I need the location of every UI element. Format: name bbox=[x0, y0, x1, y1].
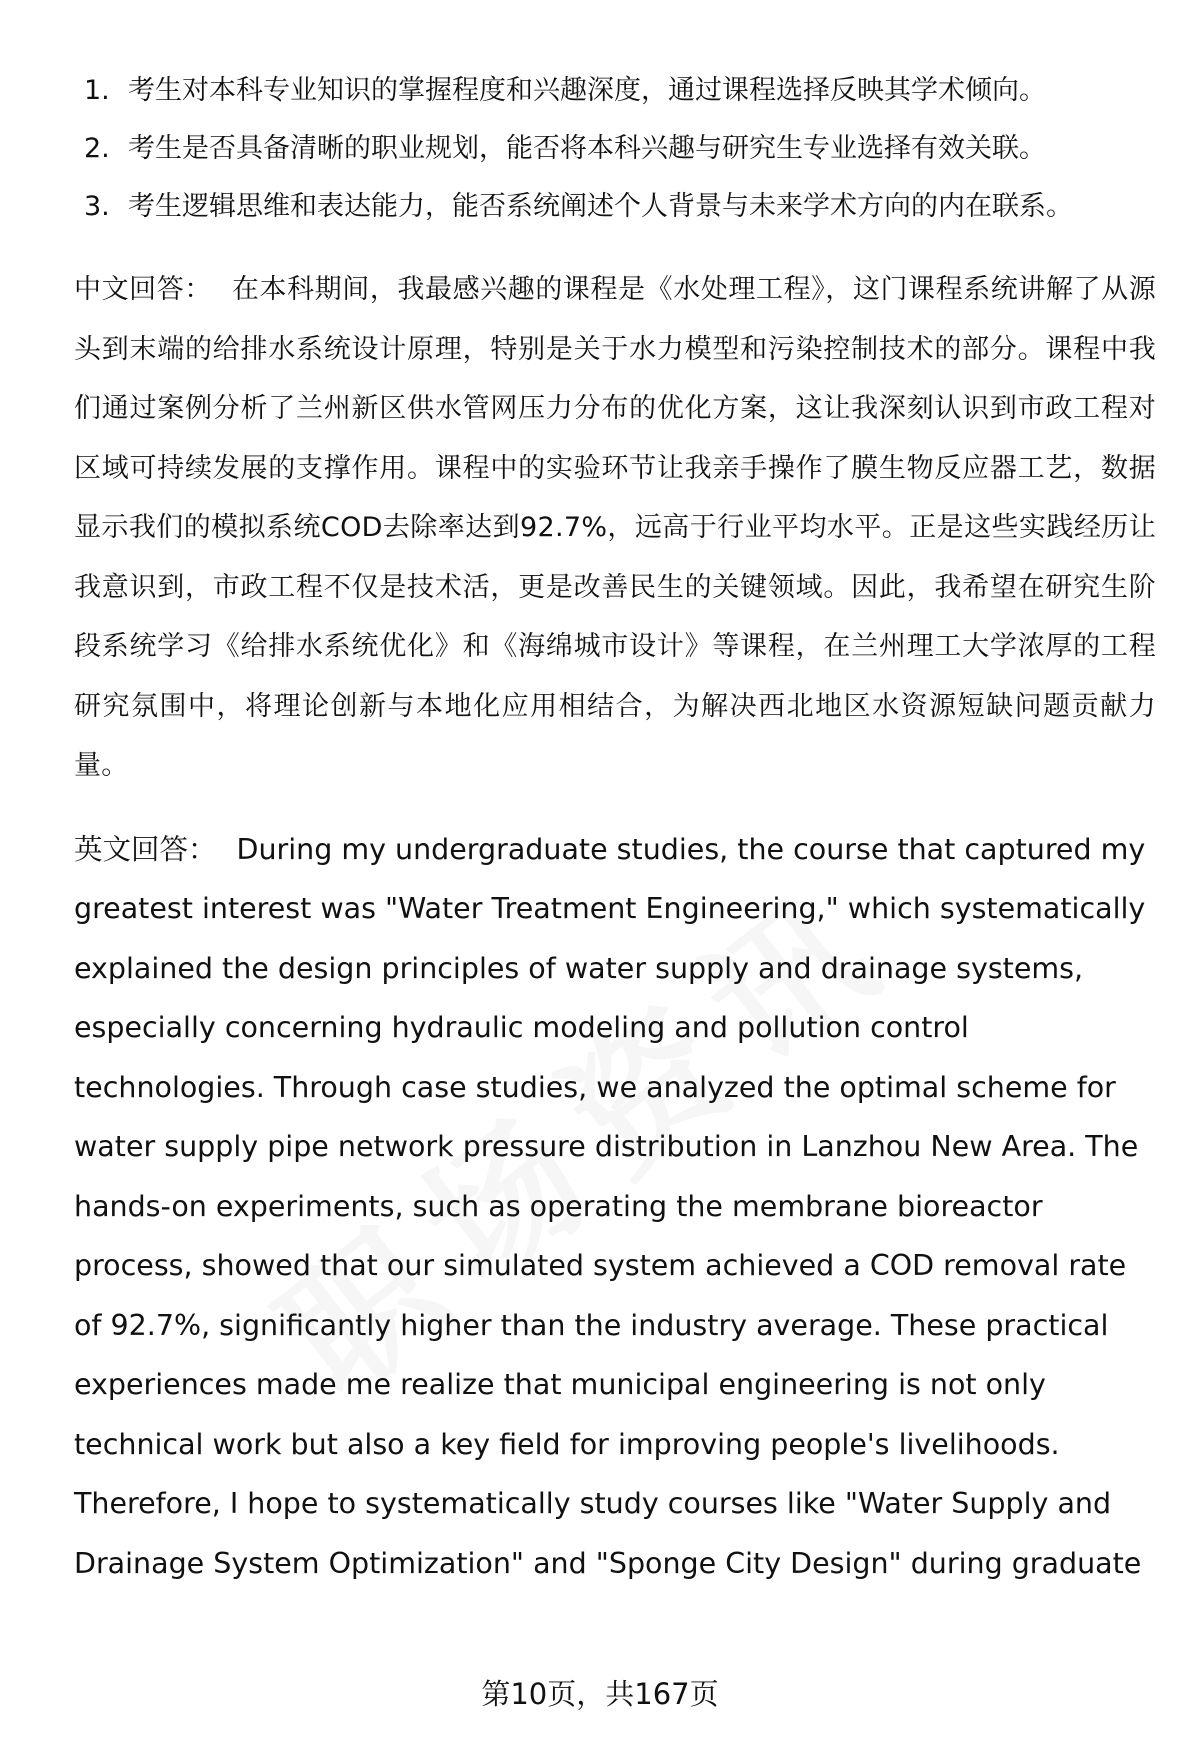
evaluation-criteria-list bbox=[74, 62, 1156, 236]
list-item-number: 3. bbox=[84, 191, 110, 222]
list-item-text: 考生逻辑思维和表达能力，能否系统阐述个人背景与未来学术方向的内在联系。 bbox=[128, 191, 1073, 222]
list-item-text: 考生是否具备清晰的职业规划，能否将本科兴趣与研究生专业选择有效关联。 bbox=[128, 133, 1046, 164]
english-answer-paragraph bbox=[74, 820, 1156, 1580]
english-answer-text: During my undergraduate studies, the course that captured my greatest interest was "Water Treatment Engineering," which systematically explained the design principles of water supply and drainage systems, especially concerning hydraulic modeling and pollution control technologies. Through case studies, we analyzed the optimal scheme for water supply pipe network pressure distribution in Lanzhou New Area. The hands-on experiments, such as operating the membrane bioreactor process, showed that our simulated system achieved a COD removal rate of 92.7%, significantly higher than the industry average. These practical experiences made me realize that municipal engineering is not only technical work but also a key field for improving people's livelihoods. Therefore, I hope to systematically study courses like "Water Supply and Drainage System Optimization" and "Sponge City Design" during graduate bbox=[74, 832, 1146, 1580]
english-answer-label: 英文回答： bbox=[74, 832, 217, 866]
chinese-answer-text: 在本科期间，我最感兴趣的课程是《水处理工程》，这门课程系统讲解了从源头到末端的给排水系统设计原理，特别是关于水力模型和污染控制技术的部分。课程中我们通过案例分析了兰州新区供水管网压力分布的优化方案，这让我深刻认识到市政工程对区域可持续发展的支撑作用。课程中的实验环节让我亲手操作了膜生物反应器工艺，数据显示我们的模拟系统COD去除率达到92.7%，远高于行业平均水平。正是这些实践经历让我意识到，市政工程不仅是技术活，更是改善民生的关键领域。因此，我希望在研究生阶段系统学习《给排水系统优化》和《海绵城市设计》等课程，在兰州理工大学浓厚的工程研究氛围中，将理论创新与本地化应用相结合，为解决西北地区水资源短缺问题贡献力量。 bbox=[74, 274, 1156, 781]
list-item bbox=[74, 178, 1156, 236]
chinese-answer-paragraph bbox=[74, 260, 1156, 796]
list-item-number: 1. bbox=[84, 75, 110, 106]
list-item-text: 考生对本科专业知识的掌握程度和兴趣深度，通过课程选择反映其学术倾向。 bbox=[128, 75, 1046, 106]
list-item-number: 2. bbox=[84, 133, 110, 164]
chinese-answer-label: 中文回答： bbox=[74, 274, 212, 305]
list-item bbox=[74, 62, 1156, 120]
list-item bbox=[74, 120, 1156, 178]
page-number-footer: 第10页，共167页 bbox=[481, 1677, 719, 1711]
page-content bbox=[74, 62, 1156, 1580]
